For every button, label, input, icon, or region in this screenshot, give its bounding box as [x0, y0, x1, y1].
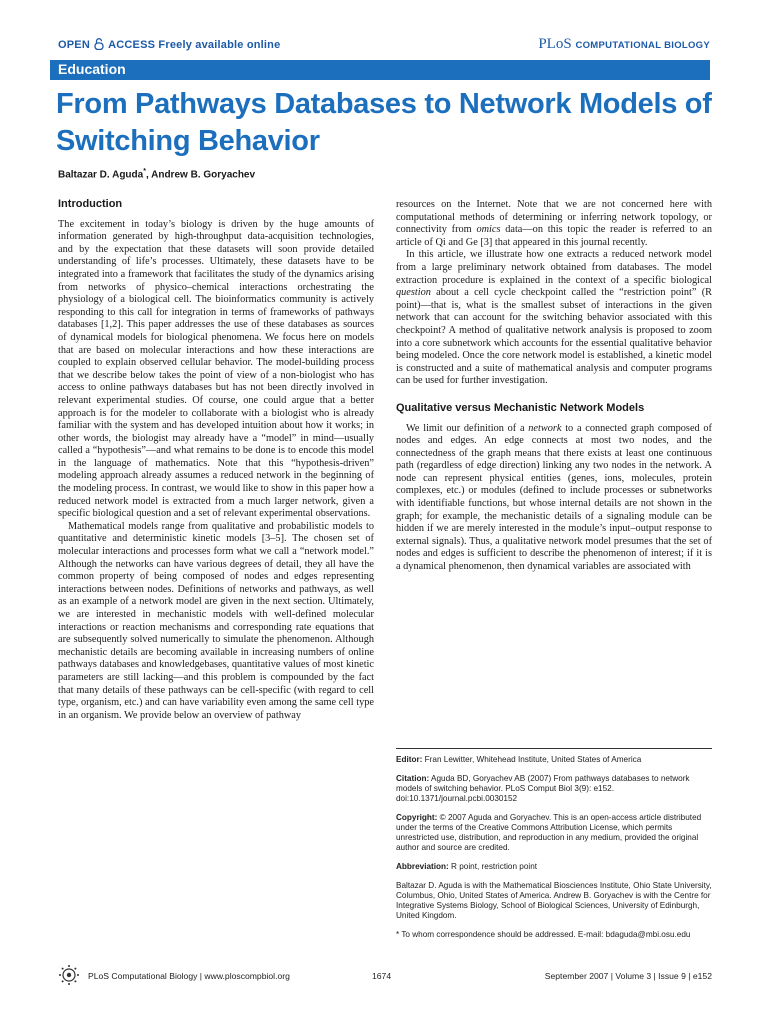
introduction-heading: Introduction [58, 198, 123, 210]
qual-text-a: We limit our definition of a [406, 422, 529, 434]
p3-text-a: resources on the Internet. Note that we are not concerned here with computational methods of determining or inferring network topology, or connectivity from [396, 199, 712, 236]
intro-paragraph-2: Mathematical models range from qualitative and probabilistic models to quantitative and deterministic kinetic models [3–5]. The chosen set of molecular interactions and processes form what we call a “network model.” Although the networks can have various degrees of detail, they all have the common property of being composed of nodes and edges representing interactions between nodes. Definitions of networks and pathways, as well as an example of a network model are given in the next section. Ultimately, we are interested in mechanistic models with well-defined molecular interactions or reaction mechanisms and corresponding rate equations that are subsequently solved numerically to simulate the phenomenon. Although mechanistic details are becoming available in increasing numbers of online pathways databases and knowledgebases, quantitative values of most kinetic parameters are still lacking—and this problem is compounded by the fact that many details of these pathways can be cell-specific (with regard to cell type, organism, etc.) and can have variability even among the same cell type in an organism. We provide below an overview of pathway [58, 520, 374, 721]
abbreviation-label: Abbreviation: [396, 862, 449, 871]
masthead [58, 38, 710, 58]
p3-omics: omics [476, 224, 501, 236]
plos-logo-icon [58, 964, 80, 986]
access-text: ACCESS [108, 39, 156, 51]
p4-question: question [396, 287, 431, 299]
abbreviation-note [396, 862, 712, 872]
qual-network: network [528, 422, 562, 434]
editor-text: Fran Lewitter, Whitehead Institute, United States of America [422, 755, 642, 764]
section-label: Education [58, 61, 126, 77]
article-title: From Pathways Databases to Network Models of Switching Behavior [56, 88, 712, 157]
section-band [50, 60, 710, 80]
journal-name: COMPUTATIONAL BIOLOGY [575, 40, 710, 51]
footnotes [396, 748, 712, 949]
open-lock-icon [94, 38, 104, 50]
intro-paragraph-3 [396, 199, 712, 249]
copyright-note [396, 813, 712, 853]
page-number: 1674 [372, 971, 392, 981]
citation-label: Citation: [396, 774, 430, 783]
corresponding-mark: * [143, 168, 146, 175]
freely-available-text: Freely available online [158, 39, 281, 51]
intro-paragraph-4 [396, 249, 712, 388]
footer-journal: PLoS Computational Biology | www.ploscompbiol.org [88, 971, 290, 981]
intro-paragraph-1: The excitement in today’s biology is driven by the huge amounts of information generated by high-throughput data-acquisition technologies, and by the expectation that these datasets will soon provide detailed understanding of life’s processes. Ultimately, these datasets have to be integrated into a framework that facilitates the study of the dynamics arising from networks of physico–chemical interactions orchestrating the physiology of a biological cell. The bioinformatics community is actively responding to this call for integration in terms of frameworks of pathways databases [1,2]. This paper addresses the use of these databases as sources of dynamical models for biological phenomena. We focus here on models that are based on molecular interactions and how these interactions are coupled to explain observed cellular behavior. The model-building process that we describe below takes the point of view of a non-biologist who has access to online pathways databases but has not been directly involved in relevant experimental studies. Of course, one could argue that a better approach is for the modeler to collaborate with a biologist who is already familiar with the system and has developed intuition about how it works; in other words, the biologist may already have a “model” in mind—usually called a “hypothesis”—and what remains to be done is to encode this model in the language of mathematics. Note that this “hypothesis-driven” modeling approach already assumes a reduced network in the beginning of the modeling process. In contrast, we would like to show in this paper how a reduced network model is extracted from a much larger network, given a specific biological question and a set of relevant experimental observations. [58, 218, 374, 520]
affiliation-note: Baltazar D. Aguda is with the Mathematical Biosciences Institute, Ohio State University, Columbus, Ohio, United States of America. Andrew B. Goryachev is with the Centre for Integrative Systems Biology, School of Biological Sciences, University of Edinburgh, United Kingdom. [396, 881, 712, 920]
copyright-text: © 2007 Aguda and Goryachev. This is an open-access article distributed under the terms of the Creative Commons Attribution License, which permits unrestricted use, distribution, and reproduction in any medium, provided the original author and source are credited. [396, 813, 702, 852]
page-footer [58, 968, 712, 984]
open-access-label [58, 38, 280, 51]
citation-note [396, 774, 712, 804]
open-text: OPEN [58, 39, 90, 51]
qual-text-b: to a connected graph composed of nodes and edges. An edge connects at most two nodes, and the connectedness of the graph means that there exists at least one continuous path (regardless of edge direction) linking any two nodes in the network. A node can represent physical entities (genes, ions, molecules, protein complexes, etc.) or modules (defined to include processes or subnetworks with identifiable functions, but whose internal details are not shown in the graph; for example, the mechanistic details of a signaling module can be hidden if we are merely interested in the module’s input–output response to external signals). Thus, a qualitative network model presumes that the set of nodes and edges is sufficient to describe the phenomenon of interest; if it is a dynamical phenomenon, then dynamical variables are associated with [396, 422, 712, 573]
author-rest: , Andrew B. Goryachev [145, 169, 256, 181]
p3-text-b: data—on this topic the reader is referred to an article of Qi and Ge [3] that appeared in this journal recently. [396, 224, 712, 248]
qualitative-heading: Qualitative versus Mechanistic Network Models [396, 401, 645, 414]
author-first: Baltazar D. Aguda [58, 169, 144, 181]
plos-wordmark: PLoS [538, 36, 572, 52]
right-column [396, 199, 712, 574]
qualitative-paragraph [396, 423, 712, 574]
issue-info: September 2007 | Volume 3 | Issue 9 | e152 [544, 971, 712, 981]
citation-text: Aguda BD, Goryachev AB (2007) From pathways databases to network models of switching behavior. PLoS Comput Biol 3(9): e152. doi:10.1371/journal.pcbi.0030152 [396, 774, 690, 803]
left-column [58, 198, 374, 722]
p4-text-b: about a cell cycle checkpoint called the “restriction point” (R point)—that is, what is the smallest subset of interactions in the given network that can account for the switching behavior associated with this checkpoint? A method of qualitative network analysis is proposed to zoom into a core subnetwork which accounts for the essential qualitative behavior being modeled. Once the core network model is established, a kinetic model is constructed and a suite of mathematical analysis and computer programs can be used for further investigation. [396, 287, 712, 387]
p4-text-a: In this article, we illustrate how one extracts a reduced network model from a large preliminary network obtained from databases. The model extraction procedure is explained in the context of a specific biological [396, 249, 712, 286]
editor-label: Editor: [396, 755, 423, 764]
correspondence-note: * To whom correspondence should be addressed. E-mail: bdaguda@mbi.osu.edu [396, 930, 691, 939]
journal-logo [538, 36, 710, 53]
author-line [58, 168, 255, 180]
abbreviation-text: R point, restriction point [448, 862, 538, 871]
editor-note [396, 755, 712, 765]
copyright-label: Copyright: [396, 813, 438, 822]
